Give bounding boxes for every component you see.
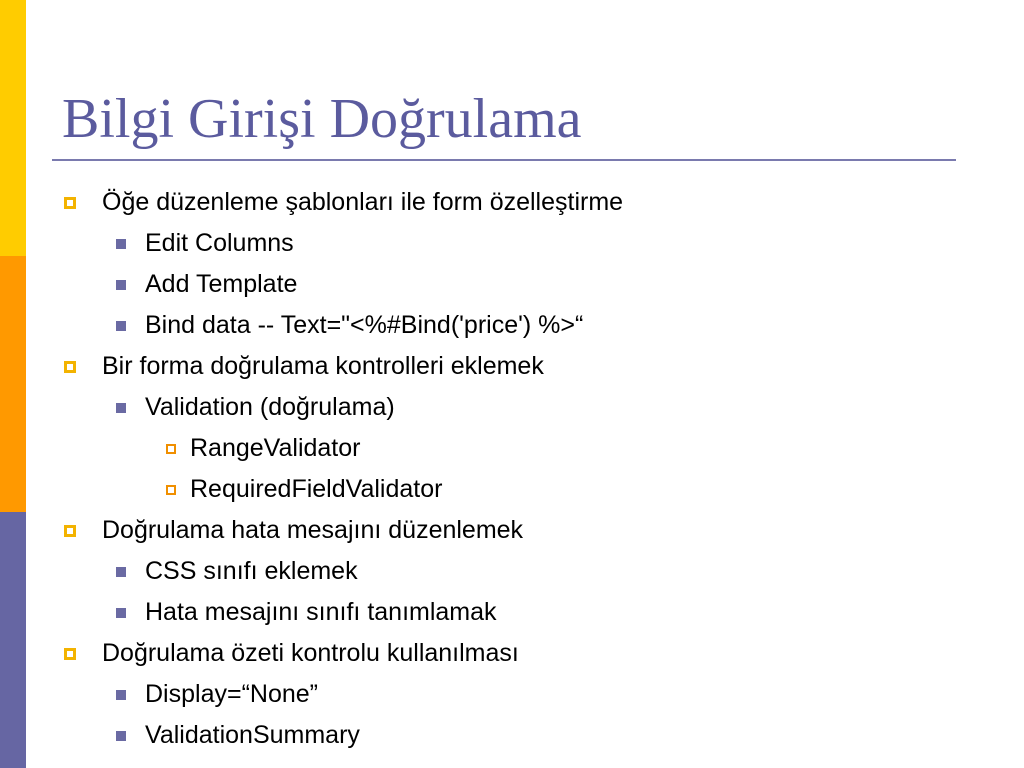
- filled-square-bullet-icon: [116, 567, 126, 577]
- hollow-square-bullet-icon: [166, 485, 176, 495]
- sub-bullet-text: Bind data -- Text="<%#Bind('price') %>“: [145, 311, 584, 339]
- bullet-text: Doğrulama hata mesajını düzenlemek: [102, 516, 524, 544]
- bullet-text: Doğrulama özeti kontrolu kullanılması: [102, 639, 519, 667]
- filled-square-bullet-icon: [116, 690, 126, 700]
- sub-bullet-text: CSS sınıfı eklemek: [145, 557, 358, 585]
- bullet-text: Öğe düzenleme şablonları ile form özelleştirme: [102, 188, 624, 216]
- sub-sub-bullet-text: RequiredFieldValidator: [190, 475, 443, 503]
- bullet-text: Bir forma doğrulama kontrolleri eklemek: [102, 352, 544, 380]
- hollow-square-bullet-icon: [64, 648, 76, 660]
- title-underline: [52, 159, 956, 161]
- filled-square-bullet-icon: [116, 321, 126, 331]
- hollow-square-bullet-icon: [64, 197, 76, 209]
- hollow-square-bullet-icon: [64, 361, 76, 373]
- filled-square-bullet-icon: [116, 403, 126, 413]
- filled-square-bullet-icon: [116, 608, 126, 618]
- filled-square-bullet-icon: [116, 239, 126, 249]
- sub-bullet-text: ValidationSummary: [145, 721, 360, 749]
- sub-bullet-text: Hata mesajını sınıfı tanımlamak: [145, 598, 497, 626]
- sub-bullet-text: Validation (doğrulama): [145, 393, 395, 421]
- sub-sub-bullet-text: RangeValidator: [190, 434, 361, 462]
- filled-square-bullet-icon: [116, 731, 126, 741]
- sub-bullet-text: Edit Columns: [145, 229, 294, 257]
- accent-stripe-bottom: [0, 512, 26, 768]
- accent-stripe-top: [0, 0, 26, 256]
- filled-square-bullet-icon: [116, 280, 126, 290]
- hollow-square-bullet-icon: [166, 444, 176, 454]
- sub-bullet-text: Display=“None”: [145, 680, 318, 708]
- hollow-square-bullet-icon: [64, 525, 76, 537]
- accent-stripe-middle: [0, 256, 26, 512]
- sub-bullet-text: Add Template: [145, 270, 298, 298]
- slide-title: Bilgi Girişi Doğrulama: [62, 88, 582, 150]
